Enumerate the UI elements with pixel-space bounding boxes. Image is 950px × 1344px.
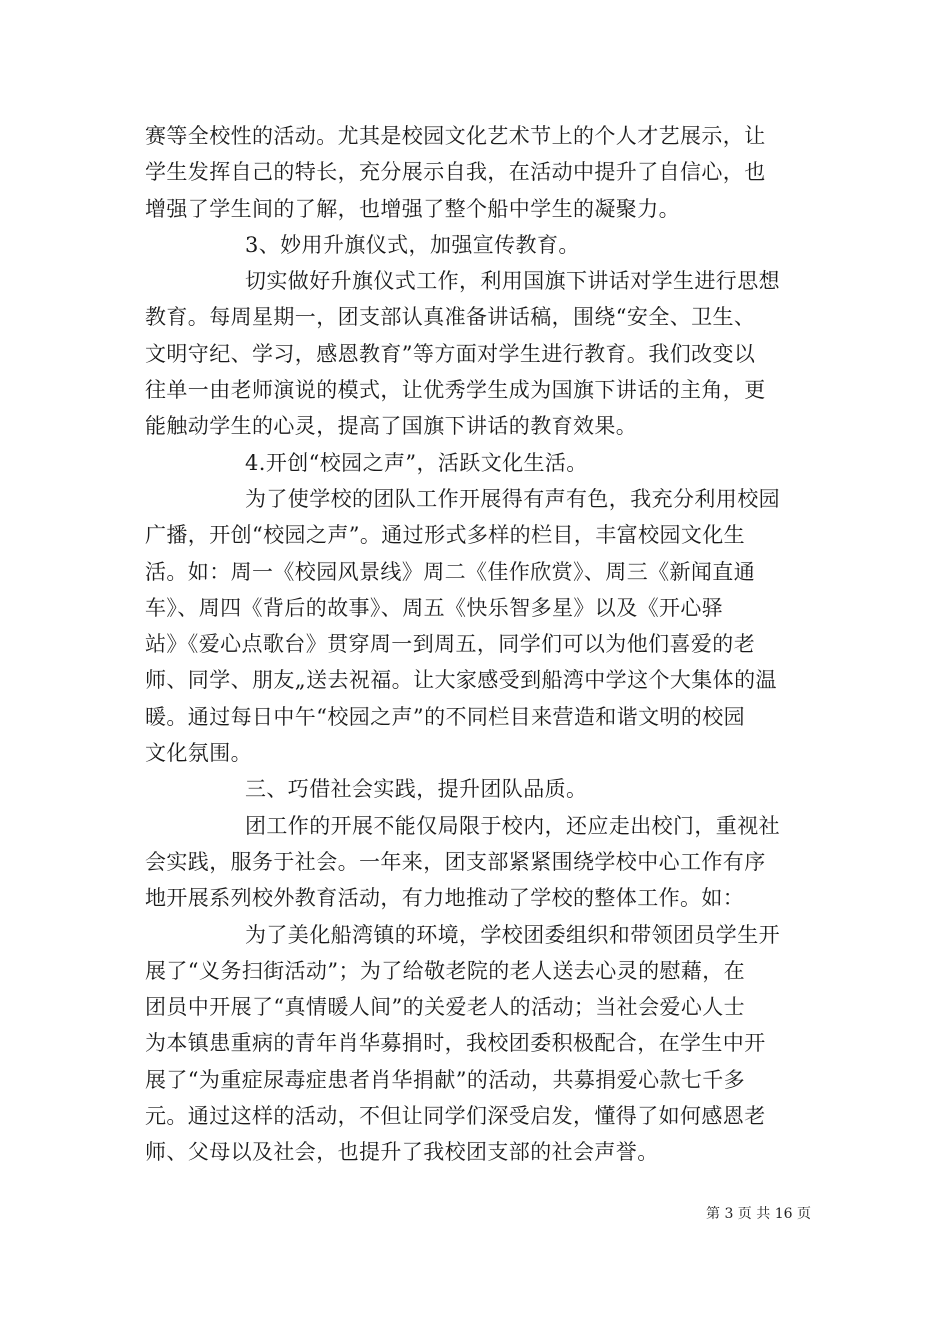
text-line: 元。通过这样的活动，不但让同学们深受启发，懂得了如何感恩老 bbox=[145, 1104, 766, 1129]
text-line: 文化氛围。 bbox=[145, 741, 252, 766]
text-line: 站》《爱心点歌台》贯穿周一到周五，同学们可以为他们喜爱的老 bbox=[145, 632, 756, 657]
text-line: 师、同学、朋友„送去祝福。让大家感受到船湾中学这个大集体的温 bbox=[145, 668, 777, 693]
text-line: 会实践，服务于社会。一年来，团支部紧紧围绕学校中心工作有序 bbox=[145, 849, 766, 874]
section-heading: 三、巧借社会实践，提升团队品质。 bbox=[245, 777, 588, 802]
text-line: 暖。通过每日中午“校园之声”的不同栏目来营造和谐文明的校园 bbox=[145, 704, 746, 729]
text-line: 活。如：周一《校园风景线》周二《佳作欣赏》、周三《新闻直通 bbox=[145, 559, 756, 584]
section-heading: 3、妙用升旗仪式，加强宣传教育。 bbox=[245, 232, 580, 257]
text-line: 能触动学生的心灵，提高了国旗下讲话的教育效果。 bbox=[145, 414, 638, 439]
text-line: 师、父母以及社会，也提升了我校团支部的社会声誉。 bbox=[145, 1140, 659, 1165]
document-body bbox=[145, 118, 810, 1171]
text-line: 团工作的开展不能仅局限于校内，还应走出校门，重视社 bbox=[245, 813, 780, 838]
text-line: 车》、周四《背后的故事》、周五《快乐智多星》以及《开心驿 bbox=[145, 595, 724, 620]
section-heading: 4.开创“校园之声”，活跃文化生活。 bbox=[245, 450, 588, 475]
text-line: 为了美化船湾镇的环境，学校团委组织和带领团员学生开 bbox=[245, 922, 780, 947]
text-line: 学生发挥自己的特长，充分展示自我，在活动中提升了自信心，也 bbox=[145, 160, 766, 185]
text-line: 赛等全校性的活动。尤其是校园文化艺术节上的个人才艺展示，让 bbox=[145, 124, 766, 148]
text-line: 教育。每周星期一，团支部认真准备讲话稿，围绕“安全、卫生、 bbox=[145, 305, 756, 330]
text-line: 地开展系列校外教育活动，有力地推动了学校的整体工作。如： bbox=[145, 886, 745, 911]
text-line: 为本镇患重病的青年肖华募捐时，我校团委积极配合，在学生中开 bbox=[145, 1031, 766, 1056]
page-footer: 第 3 页 共 16 页 bbox=[706, 1206, 811, 1222]
text-line: 文明守纪、学习，感恩教育”等方面对学生进行教育。我们改变以 bbox=[145, 341, 756, 366]
text-line: 切实做好升旗仪式工作，利用国旗下讲话对学生进行思想 bbox=[245, 269, 780, 294]
text-line: 团员中开展了“真情暖人间”的关爱老人的活动；当社会爱心人士 bbox=[145, 995, 746, 1020]
text-line: 为了使学校的团队工作开展得有声有色，我充分利用校园 bbox=[245, 486, 780, 511]
text-line: 展了“为重症尿毒症患者肖华捐献”的活动，共募捐爱心款七千多 bbox=[145, 1067, 746, 1092]
text-line: 增强了学生间的了解，也增强了整个船中学生的凝聚力。 bbox=[145, 196, 680, 221]
text-line: 展了“义务扫街活动”；为了给敬老院的老人送去心灵的慰藉，在 bbox=[145, 958, 746, 983]
text-line: 往单一由老师演说的模式，让优秀学生成为国旗下讲话的主角，更 bbox=[145, 378, 766, 403]
text-line: 广播，开创“校园之声”。通过形式多样的栏目，丰富校园文化生 bbox=[145, 523, 746, 548]
